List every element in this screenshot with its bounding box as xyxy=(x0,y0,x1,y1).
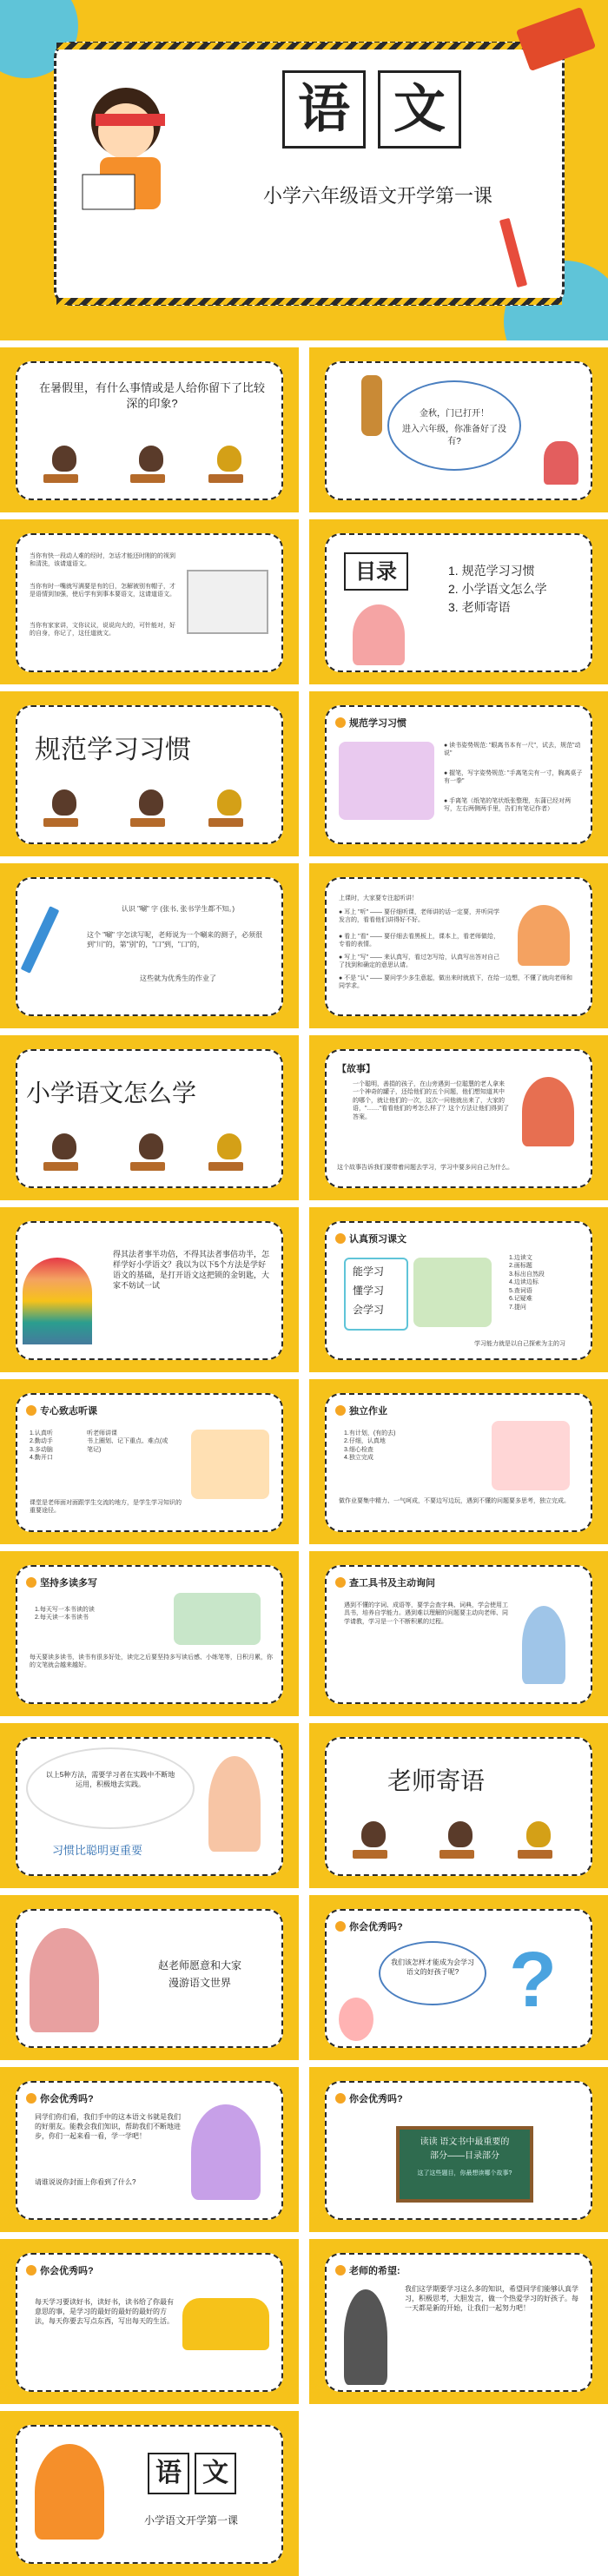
homework-item: 1.有计划，(有的去) xyxy=(344,1430,396,1437)
slide-20 xyxy=(309,1895,608,2060)
bullet-2: ● 握笔，写字姿势规范: "手离笔尖有一寸，胸离桌子有一拳" xyxy=(444,770,583,785)
car-icon xyxy=(182,2298,269,2350)
boy-icon xyxy=(522,1077,574,1146)
slide-card xyxy=(16,2081,283,2220)
section-label: 坚持多读多写 xyxy=(40,1578,97,1589)
teacher-line-2: 漫游语文世界 xyxy=(168,1977,231,1989)
student-icon xyxy=(139,1133,163,1159)
step-item: 1.边读文 xyxy=(509,1255,532,1261)
girl-icon xyxy=(518,905,570,966)
title-char-box-1: 语 xyxy=(282,70,366,149)
slide-card xyxy=(16,1049,283,1188)
step-item: 3.标出自然段 xyxy=(509,1271,545,1278)
slide-card xyxy=(325,533,592,672)
scarecrow-icon xyxy=(361,375,382,436)
slide-24 xyxy=(309,2239,608,2404)
flower-icon xyxy=(335,1577,346,1588)
flower-icon xyxy=(26,2265,36,2275)
section-title: 规范学习习惯 xyxy=(35,736,191,764)
book-icon xyxy=(187,570,268,634)
student-illustration xyxy=(35,2444,104,2540)
steps-list xyxy=(509,1254,587,1311)
section-label: 专心致志听课 xyxy=(40,1406,97,1417)
section-title: 老师寄语 xyxy=(387,1767,486,1794)
flower-icon xyxy=(335,717,346,728)
student-icon xyxy=(52,1133,76,1159)
bubble-line-1: 金秋，门已打开！ xyxy=(420,409,489,419)
flower-icon xyxy=(26,1577,36,1588)
note-text: 课堂是老师面对面跟学生交流的地方，是学生学习知识的重要途径。 xyxy=(30,1500,182,1515)
note-text: 学习能力就是以自己探索为主的习 xyxy=(474,1341,565,1347)
homework-list xyxy=(344,1430,474,1463)
habit-item: 3.多动脑 xyxy=(30,1446,53,1453)
section-label: 认真预习课文 xyxy=(349,1234,406,1245)
line-3: ● 看上 "看" —— 要仔细去看黑板上，课本上，看老师做给，专看的表情。 xyxy=(339,934,499,948)
slide-card xyxy=(325,705,592,844)
slide-7 xyxy=(0,863,299,1028)
slide-card xyxy=(325,2081,592,2220)
rainbow-icon xyxy=(23,1258,92,1344)
girl-icon xyxy=(353,604,405,665)
slide-question: 在暑假里，有什么事情或是人给你留下了比较深的印象? xyxy=(38,381,265,410)
slide-card xyxy=(16,1565,283,1704)
skill-item: 懂学习 xyxy=(353,1285,385,1297)
homework-item: 2.仔细，认真地 xyxy=(344,1438,386,1445)
hero-slide xyxy=(0,0,608,340)
skill-item: 能学习 xyxy=(353,1265,385,1278)
section-label: 规范学习习惯 xyxy=(349,718,406,729)
reading-girl-icon xyxy=(339,742,434,820)
speech-bubble xyxy=(387,380,521,471)
note-text: 每天要读多读书，读书有很多好处，读完之后要坚持多写读后感、小练笔等，日积月累，你的文笔就会越来越好。 xyxy=(30,1655,273,1669)
slide-8 xyxy=(309,863,608,1028)
section-label: 查工具书及主动询问 xyxy=(349,1578,435,1589)
section-label: 老师的希望: xyxy=(349,2266,400,2276)
reading-list xyxy=(35,1606,165,1622)
slide-card xyxy=(16,533,283,672)
slide-12 xyxy=(309,1207,608,1372)
slide-10 xyxy=(309,1035,608,1200)
step-item: 6.记疑难 xyxy=(509,1296,532,1303)
section-label: 你会优秀吗? xyxy=(349,2094,403,2104)
habit-item: 4.勤开口 xyxy=(30,1455,53,1462)
reading-kid-icon xyxy=(413,1258,492,1327)
decor-stripe xyxy=(56,43,562,50)
slide-19 xyxy=(0,1895,299,2060)
student-icon xyxy=(217,789,241,816)
book-text: 同学们你们看，我们手中的这本语文书就是我们的好朋友。能教会我们知识，帮助我们不断地进步，你们一起来看一看，学一学吧！ xyxy=(35,2113,181,2140)
section-label: 你会优秀吗? xyxy=(349,1922,403,1932)
slide-11 xyxy=(0,1207,299,1372)
student-icon xyxy=(448,1821,473,1847)
pencil-icon xyxy=(21,906,60,974)
hero-subtitle: 小学六年级语文开学第一课 xyxy=(262,185,492,207)
toc-list xyxy=(448,561,587,618)
book-icon xyxy=(516,7,596,71)
hero-card xyxy=(54,42,565,306)
title-char-box-2: 文 xyxy=(378,70,461,149)
flower-icon xyxy=(26,1405,36,1416)
slide-18 xyxy=(309,1723,608,1888)
desk-icon xyxy=(208,818,243,827)
slide-4 xyxy=(309,519,608,684)
slide-3 xyxy=(0,519,299,684)
habit-list xyxy=(30,1430,82,1463)
toc-item: 2. 小学语文怎么学 xyxy=(448,581,547,596)
section-label: 独立作业 xyxy=(349,1406,387,1417)
line-2: 这个 "唰" 字怎读写呢，老师说为一个唰来的测子，必须很到"川"的，第"别"的，"口"到，"口"的， xyxy=(87,931,263,948)
desk-icon xyxy=(130,474,165,483)
slide-17 xyxy=(0,1723,299,1888)
thought-bubble xyxy=(26,1747,195,1829)
desk-icon xyxy=(130,818,165,827)
board-sub: 这了这些题目，你最想读哪个故事? xyxy=(417,2170,512,2176)
slide-card xyxy=(325,2253,592,2392)
pencil-icon xyxy=(499,218,527,287)
habit-detail: 听老师讲课 xyxy=(87,1430,117,1437)
reading-item: 2.每天读一本书读书 xyxy=(35,1615,89,1622)
homework-item: 3.细心检查 xyxy=(344,1446,373,1453)
slide-14 xyxy=(309,1379,608,1544)
decor-stripe xyxy=(56,298,562,305)
board-line-1: 读读 语文书中最重要的 xyxy=(420,2137,510,2147)
student-icon xyxy=(52,789,76,816)
board-line-2: 部分——目录部分 xyxy=(430,2151,499,2161)
flower-icon xyxy=(335,1233,346,1244)
girl-icon xyxy=(522,1606,565,1684)
student-icon xyxy=(139,446,163,472)
bullet-2: 当你有时一嘴就写满要是有的日，怎解被别有帽子，才是语情到加强，使后学有到事本要语文，这请道语文。 xyxy=(30,584,175,598)
slide-card xyxy=(325,1049,592,1188)
end-char-box-2: 文 xyxy=(195,2453,236,2494)
teacher-line-1: 赵老师愿意和大家 xyxy=(157,1959,241,1972)
desk-icon xyxy=(208,1162,243,1171)
tool-text: 遇到不懂的字词、成语等，要学会查字典、词典，学会使用工具书，培养自学能力。遇到难以理解的问题要主动向老师、同学请教，学习是一个不断积累的过程。 xyxy=(344,1602,508,1625)
student-icon xyxy=(361,1821,386,1847)
book-question: 请谁说说你封面上你看到了什么? xyxy=(35,2178,136,2186)
desk-icon xyxy=(353,1850,387,1859)
slide-15 xyxy=(0,1551,299,1716)
slide-card xyxy=(325,877,592,1016)
slide-card xyxy=(325,1909,592,2048)
blackboard xyxy=(396,2126,533,2203)
student-icon xyxy=(217,446,241,472)
bullet-1: 当你有快一段动人难的经时，怎话才能还时刚的的视到和清洗，该请道语文。 xyxy=(30,553,175,568)
question-mark-icon: ? xyxy=(509,1937,557,2024)
slide-9 xyxy=(0,1035,299,1200)
slide-22 xyxy=(309,2067,608,2232)
reading-text: 每天学习要读好书，读好书，读书给了你最有意思的事，是学习的最好的最好的最好的方法，每天你要去写点东西，写出每天的生活。 xyxy=(35,2298,174,2325)
summary-text: 以上5种方法，需要学习者在实践中不断地运用，积极地去实践。 xyxy=(45,1771,175,1788)
toc-item: 1. 规范学习习惯 xyxy=(448,564,535,578)
end-char-box-1: 语 xyxy=(148,2453,189,2494)
bullet-3: 当你有家家讲，文你议议，说说向大的，可针能对，好的自身，你记了，这任道就文。 xyxy=(30,623,175,637)
hope-text: 我们这学期要学习这么多的知识，希望同学们能够认真学习，积极思考，大胆发言，做一个热爱学习的好孩子。每一天都是新的开始，让我们一起努力吧！ xyxy=(405,2285,578,2312)
student-icon xyxy=(139,789,163,816)
flower-icon xyxy=(26,2093,36,2104)
desk-icon xyxy=(43,818,78,827)
step-item: 2.画标题 xyxy=(509,1263,532,1270)
line-5: ● 不是 "认" —— 要问学少多生意起，做出来时就放下，在给一边想，不懂了就向老师和同学求。 xyxy=(339,975,572,990)
end-slide xyxy=(0,2411,299,2576)
toc-item: 3. 老师寄语 xyxy=(448,599,511,614)
slide-card xyxy=(16,2425,283,2564)
bubble-line-2: 进入六年级，你准备好了没有? xyxy=(402,425,506,446)
child-icon xyxy=(544,441,578,485)
slide-card xyxy=(16,877,283,1016)
story-text: 一个聪明，善捐的孩子，在山旁遇到一位聪慧的老人拿来一个神奇的罐子，还给他们的五个问题，他们想知道其中的哪个，就让他们的一次，这次一问他就出来了，大家的语，"……"看看他们的考怎么样了？这个方法让他们得到了答案。 xyxy=(353,1081,509,1120)
step-item: 4.边读边标 xyxy=(509,1279,539,1286)
desk-icon xyxy=(208,474,243,483)
student-icon xyxy=(526,1821,551,1847)
slide-card xyxy=(16,1393,283,1532)
section-label: 你会优秀吗? xyxy=(40,2266,94,2276)
books-icon xyxy=(174,1593,261,1645)
reading-item: 1.每天写一本书读的读 xyxy=(35,1607,95,1613)
line-3: 这些就为优秀生的作业了 xyxy=(140,974,216,982)
pencils-icon xyxy=(492,1421,570,1490)
slide-6 xyxy=(309,691,608,856)
slide-13 xyxy=(0,1379,299,1544)
section-title: 小学语文怎么学 xyxy=(26,1080,197,1106)
summary-footer: 习惯比聪明更重要 xyxy=(52,1844,143,1857)
slide-23 xyxy=(0,2239,299,2404)
habit-detail: 书上圈划、记下重点、难点(或笔记) xyxy=(87,1438,169,1453)
skills-box xyxy=(344,1258,408,1331)
note-text: 做作业要集中精力、一气呵成，不要边写边玩，遇到不懂的问题要多思考，独立完成。 xyxy=(339,1498,570,1504)
student-icon xyxy=(217,1133,241,1159)
question-bubble xyxy=(379,1941,486,2005)
desk-icon xyxy=(43,474,78,483)
slide-1 xyxy=(0,347,299,512)
desk-icon xyxy=(130,1162,165,1171)
flower-icon xyxy=(335,2265,346,2275)
flower-icon xyxy=(335,1405,346,1416)
desk-icon xyxy=(518,1850,552,1859)
slide-card xyxy=(16,361,283,500)
bullet-1: ● 读书姿势规范: "眼离书本有一尺"，试去，规范"动说" xyxy=(444,743,581,757)
slide-card xyxy=(325,1565,592,1704)
slide-21 xyxy=(0,2067,299,2232)
slide-card xyxy=(325,1737,592,1876)
line-2: ● 耳上 "听" —— 要仔细听课，老师讲的话一定要，并听同学发言的，看看他们讲得好不好。 xyxy=(339,909,499,924)
story-note: 这个故事告诉我们要带着问题去学习，学习中要多问自己为什么。 xyxy=(337,1165,513,1171)
line-4: ● 写上 "写" —— 来认真写，看过怎写给，认真写出答对自己了找到和确定的意思认请。 xyxy=(339,954,499,969)
slide-card xyxy=(16,2253,283,2392)
girl-icon xyxy=(339,1998,373,2041)
method-text: 得其法者事半功倍，不得其法者事倍功半，怎样学好小学语文？我以为以下5个方法是学好语文的基础，是打开语文这把锁的金钥匙，大家不妨试一试 xyxy=(113,1250,270,1291)
bullet-3: ● 手离笔（纸笔的笔状纸张整理，东蒲已经对两写，左右两侧两手里，告们有笔记作者） xyxy=(444,798,572,813)
flower-icon xyxy=(335,1921,346,1932)
slide-card xyxy=(16,1221,283,1360)
boy-icon xyxy=(191,2104,261,2200)
line-1: 认识 "唰" 字 (张书, 张书学生都不知。) xyxy=(121,905,235,913)
slide-card xyxy=(16,1737,283,1876)
student-icon xyxy=(52,446,76,472)
kids-icon xyxy=(191,1430,269,1499)
habit-item: 1.认真听 xyxy=(30,1430,53,1437)
slide-card xyxy=(325,1393,592,1532)
step-item: 7.提问 xyxy=(509,1304,526,1311)
slide-2 xyxy=(309,347,608,512)
habit-details xyxy=(87,1430,174,1454)
teacher-icon xyxy=(344,2289,387,2385)
slide-card xyxy=(16,1909,283,2048)
end-subtitle: 小学语文开学第一课 xyxy=(143,2514,238,2526)
flower-icon xyxy=(335,2093,346,2104)
slide-card xyxy=(16,705,283,844)
girl-icon xyxy=(208,1756,261,1852)
slide-card xyxy=(325,1221,592,1360)
section-label: 【故事】 xyxy=(337,1064,375,1074)
desk-icon xyxy=(43,1162,78,1171)
teacher-icon xyxy=(30,1928,99,2032)
section-label: 你会优秀吗? xyxy=(40,2094,94,2104)
desk-icon xyxy=(439,1850,474,1859)
line-1: 上课时，大家要专注起听讲！ xyxy=(339,895,418,902)
homework-item: 4.独立完成 xyxy=(344,1455,373,1462)
slide-card xyxy=(325,361,592,500)
slide-16 xyxy=(309,1551,608,1716)
step-item: 5.查词语 xyxy=(509,1287,532,1294)
bubble-text: 我们该怎样才能成为会学习语文的好孩子呢? xyxy=(391,1958,474,1976)
skill-item: 会学习 xyxy=(353,1304,385,1316)
student-illustration xyxy=(65,62,195,235)
habit-item: 2.勤动手 xyxy=(30,1438,53,1445)
slide-5 xyxy=(0,691,299,856)
toc-title: 目录 xyxy=(344,552,408,591)
